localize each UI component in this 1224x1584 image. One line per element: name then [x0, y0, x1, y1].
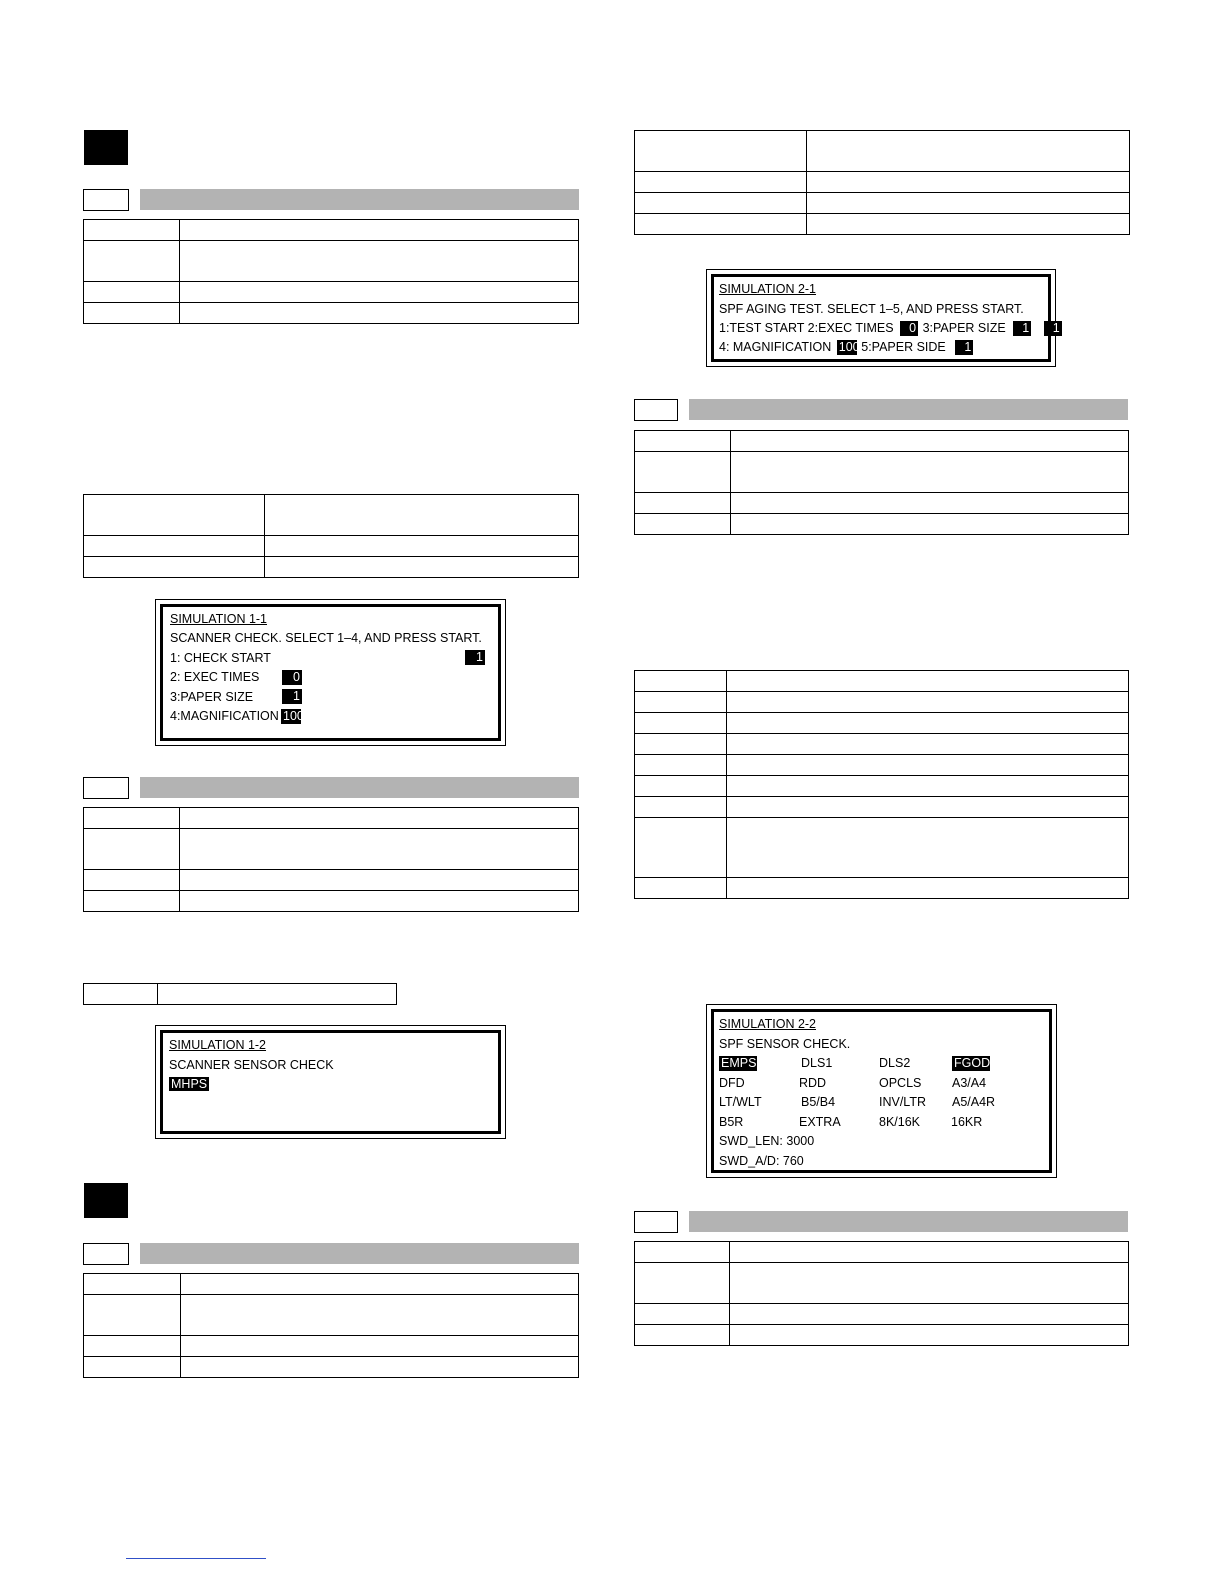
sensor-label: INV/LTR [879, 1095, 926, 1109]
screen-title: SIMULATION 2-1 [719, 282, 817, 296]
sensor-label: DFD [719, 1076, 745, 1090]
subsection-header-bar [140, 189, 579, 210]
sim-1-2-screen [155, 1025, 506, 1139]
screen-title: SIMULATION 2-2 [719, 1017, 817, 1031]
screen-title: SIMULATION 1-1 [170, 612, 268, 626]
screen-instruction: SPF AGING TEST. SELECT 1–5, AND PRESS START. [719, 302, 1024, 316]
section-1-marker [84, 130, 128, 165]
options-line: 1:TEST START 2:EXEC TIMES 0 3:PAPER SIZE 1 1 [719, 321, 1060, 335]
sensor-indicator: EMPS [721, 1056, 757, 1070]
footer-link-underline[interactable] [126, 1558, 266, 1559]
info-table-2-3 [634, 1241, 1129, 1346]
subsection-header-box [83, 1243, 129, 1265]
subsection-header-box [83, 777, 129, 799]
sim-1-1-screen [155, 599, 506, 746]
subsection-header-bar [689, 399, 1128, 420]
info-table-1-2 [83, 807, 579, 912]
sensor-label: EXTRA [799, 1115, 841, 1129]
section-2-marker [84, 1183, 128, 1218]
settings-table-1-1 [83, 494, 579, 578]
sensor-indicator: FGOD [954, 1056, 991, 1070]
sensor-label: RDD [799, 1076, 827, 1090]
settings-table-2-1 [634, 130, 1130, 235]
sim-2-2-screen [706, 1004, 1057, 1178]
subsection-header-box [634, 399, 678, 421]
swd-ad-readout: SWD_A/D: 760 [719, 1154, 804, 1168]
subsection-header-bar [689, 1211, 1128, 1232]
sensor-label: OPCLS [879, 1076, 922, 1090]
sensor-label: A5/A4R [952, 1095, 996, 1109]
sensor-label: 16KR [951, 1115, 983, 1129]
screen-instruction: SPF SENSOR CHECK. [719, 1037, 851, 1051]
screen-instruction: SCANNER CHECK. SELECT 1–4, AND PRESS START. [170, 631, 482, 645]
option-value: 1 [282, 689, 302, 704]
subsection-header-box [634, 1211, 678, 1233]
swd-length-readout: SWD_LEN: 3000 [719, 1134, 815, 1148]
options-line: 4: MAGNIFICATION 100 5:PAPER SIDE 1 [719, 340, 972, 354]
option-value: 100 [283, 709, 304, 723]
screen-instruction: SCANNER SENSOR CHECK [169, 1058, 334, 1072]
option-value: 0 [282, 670, 302, 685]
info-table-1-1 [83, 219, 579, 324]
subsection-header-bar [140, 1243, 579, 1264]
option-label: 1: CHECK START [170, 651, 271, 665]
sensor-label: B5R [719, 1115, 744, 1129]
sensor-indicator: MHPS [171, 1077, 208, 1091]
sensor-label: 8K/16K [879, 1115, 921, 1129]
screen-title: SIMULATION 1-2 [169, 1038, 267, 1052]
sim-2-1-screen [706, 269, 1060, 367]
info-table-2-2 [634, 430, 1129, 535]
sensor-list-table [634, 670, 1129, 899]
option-label: 4:MAGNIFICATION [170, 709, 279, 723]
sensor-label: DLS2 [879, 1056, 911, 1070]
sensor-label: A3/A4 [952, 1076, 987, 1090]
sensor-label: LT/WLT [719, 1095, 762, 1109]
subsection-header-bar [140, 777, 579, 798]
subsection-header-box [83, 189, 129, 211]
option-label: 2: EXEC TIMES [170, 670, 260, 684]
small-table-1-2 [83, 983, 397, 1005]
option-value: 1 [465, 650, 485, 665]
option-label: 3:PAPER SIZE [170, 690, 254, 704]
info-table-2-1 [83, 1273, 579, 1378]
sensor-label: B5/B4 [801, 1095, 836, 1109]
sensor-label: DLS1 [801, 1056, 833, 1070]
